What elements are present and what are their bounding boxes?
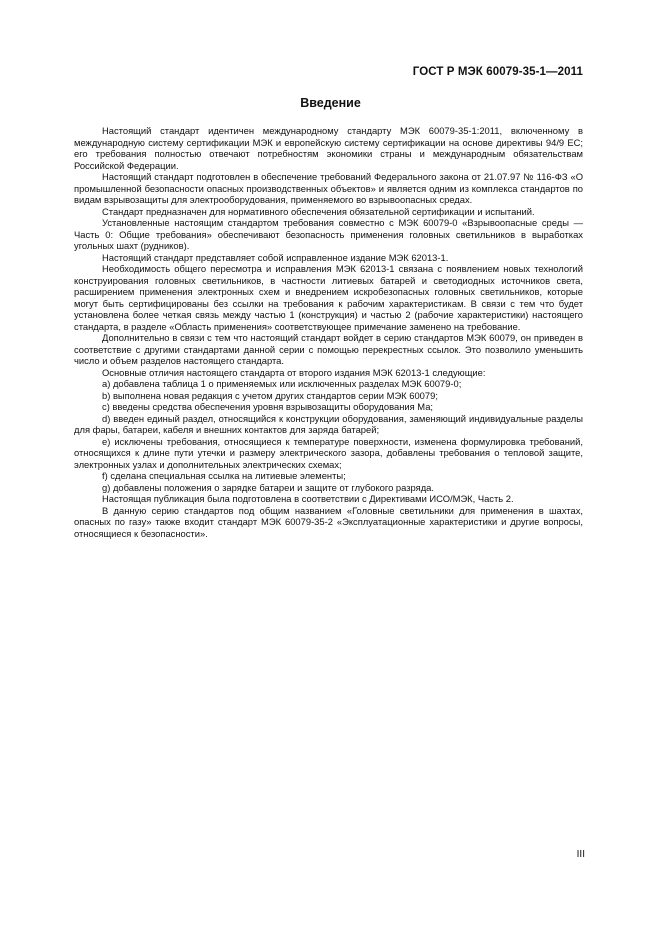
list-item: f) сделана специальная ссылка на литиевые элементы; — [102, 470, 346, 481]
paragraph: В данную серию стандартов под общим названием «Головные светильники для применения в шахтах, опасных по газу» также входит стандарт МЭК 60079-35-2 «Эксплуатационные характеристики и другие вопросы, относящиеся к безопасности». — [74, 504, 583, 539]
paragraph: Стандарт предназначен для нормативного обеспечения обязательной сертификации и испытаний. — [102, 205, 535, 217]
list-item: b) выполнена новая редакция с учетом других стандартов серии МЭК 60079; — [102, 389, 438, 401]
list-item: c) введены средства обеспечения уровня взрывозащиты оборудования Ма; — [102, 401, 434, 412]
paragraph: Настоящая публикация была подготовлена в соответствии с Директивами ИСО/МЭК, Часть 2. — [102, 493, 514, 504]
section-title: Введение — [300, 96, 361, 110]
list-item: g) добавлены положения о зарядке батареи и защите от глубокого разряда. — [102, 481, 434, 493]
list-item: e) исключены требования, относящиеся к температуре поверхности, изменена формулировка требований, относящихся к длине пути утечки и размеру электрического зазора, добавлены требования о тепловой защите, электронных узлах и дополнительных электрических схемах; — [74, 435, 583, 470]
paragraph: Настоящий стандарт представляет собой исправленное издание МЭК 62013-1. — [102, 251, 449, 263]
paragraph: Необходимость общего пересмотра и исправления МЭК 62013-1 связана с появлением новых технологий конструирования головных светильников, в частности литиевых батарей и светодиодных источников света, расширением применения электронных схем и внедрением искробезопасных головных светильников, которые могут быть сертифицированы без ссылки на требования к рабочим характеристикам. В связи с тем что будет установлена более четкая связь между частью 1 (конструкция) и частью 2 (рабочие характеристики) настоящего стандарта, в разделе «Область применения» соответствующее примечание заменено на требование. — [74, 263, 583, 332]
paragraph: Основные отличия настоящего стандарта от второго издания МЭК 62013-1 следующие: — [102, 366, 486, 378]
paragraph: Дополнительно в связи с тем что настоящий стандарт войдет в серию стандартов МЭК 60079, он приведен в соответствие с другими стандартами данной серии с помощью перекрестных ссылок. Это позволило уменьшить число и объем разделов настоящего стандарта. — [74, 332, 583, 366]
document-header: ГОСТ Р МЭК 60079-35-1—2011 — [412, 66, 583, 78]
document-body — [74, 125, 583, 539]
list-item: a) добавлена таблица 1 о применяемых или исключенных разделах МЭК 60079-0; — [102, 378, 462, 389]
paragraph: Настоящий стандарт идентичен международному стандарту МЭК 60079-35-1:2011, включенному в международную систему сертификации МЭК и европейскую систему сертификации на основе директивы 94/9 ЕС; его требования полностью отвечают потребностям экономики страны и международным обязательствам Российской Федерации. — [74, 125, 583, 171]
list-item: d) введен единый раздел, относящийся к конструкции оборудования, заменяющий индивидуальные разделы для фары, батареи, кабеля и внешних контактов для заряда батарей; — [74, 412, 583, 435]
paragraph: Установленные настоящим стандартом требования совместно с МЭК 60079-0 «Взрывоопасные среды — Часть 0: Общие требования» обеспечивают безопасность применения головных светильников в выработках угольных шахт (рудников). — [74, 217, 583, 251]
paragraph: Настоящий стандарт подготовлен в обеспечение требований Федерального закона от 21.07.97 № 116-ФЗ «О промышленной безопасности опасных производственных объектов» и является одним из комплекса стандартов по видам взрывозащиты для электрооборудования, применяемого во взрывоопасных средах. — [74, 171, 583, 205]
page-number: III — [576, 849, 585, 860]
